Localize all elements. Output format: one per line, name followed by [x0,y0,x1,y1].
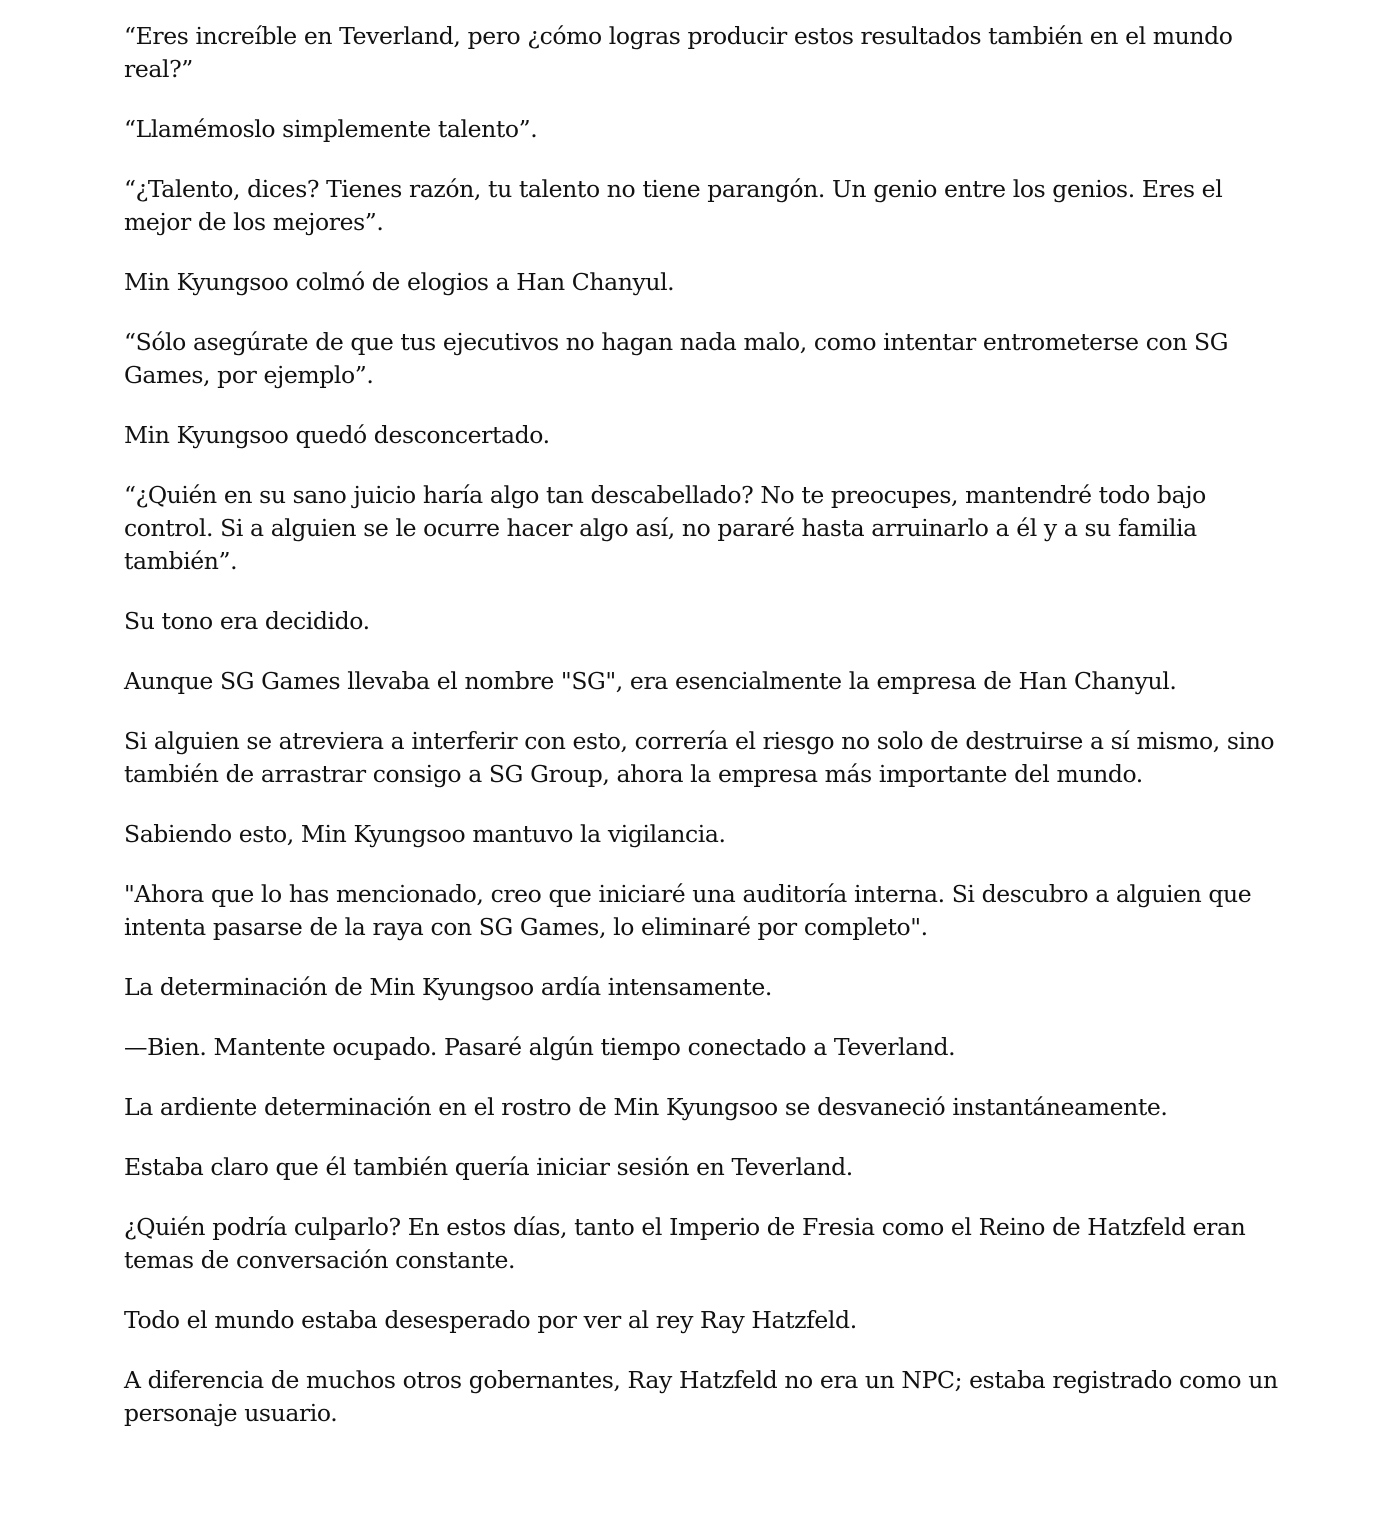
document-body [124,20,1284,1457]
paragraph: —Bien. Mantente ocupado. Pasaré algún tiempo conectado a Teverland. [124,1033,956,1061]
paragraph: Todo el mundo estaba desesperado por ver al rey Ray Hatzfeld. [124,1306,857,1334]
paragraph: Min Kyungsoo quedó desconcertado. [124,421,550,449]
paragraph: ¿Quién podría culparlo? En estos días, tanto el Imperio de Fresia como el Reino de Hatzfeld eran temas de conversación constante. [124,1213,1246,1274]
paragraph: “Llamémoslo simplemente talento”. [124,115,538,143]
paragraph: Aunque SG Games llevaba el nombre "SG", era esencialmente la empresa de Han Chanyul. [124,667,1177,695]
paragraph: “Eres increíble en Teverland, pero ¿cómo logras producir estos resultados también en el mundo real?” [124,22,1233,83]
paragraph: "Ahora que lo has mencionado, creo que iniciaré una auditoría interna. Si descubro a alguien que intenta pasarse de la raya con SG Games, lo eliminaré por completo". [124,880,1252,941]
paragraph: “Sólo asegúrate de que tus ejecutivos no hagan nada malo, como intentar entrometerse con SG Games, por ejemplo”. [124,328,1229,389]
paragraph: “¿Talento, dices? Tienes razón, tu talento no tiene parangón. Un genio entre los genios. Eres el mejor de los mejores”. [124,175,1223,236]
paragraph: A diferencia de muchos otros gobernantes, Ray Hatzfeld no era un NPC; estaba registrado como un personaje usuario. [124,1366,1278,1427]
paragraph: Sabiendo esto, Min Kyungsoo mantuvo la vigilancia. [124,820,726,848]
paragraph: “¿Quién en su sano juicio haría algo tan descabellado? No te preocupes, mantendré todo bajo control. Si a alguien se le ocurre hacer algo así, no pararé hasta arruinarlo a él y a su familia también”. [124,481,1206,575]
paragraph: Si alguien se atreviera a interferir con esto, correría el riesgo no solo de destruirse a sí mismo, sino también de arrastrar consigo a SG Group, ahora la empresa más importante del mundo. [124,727,1275,788]
paragraph: La determinación de Min Kyungsoo ardía intensamente. [124,973,772,1001]
paragraph: La ardiente determinación en el rostro de Min Kyungsoo se desvaneció instantáneamente. [124,1093,1168,1121]
paragraph: Su tono era decidido. [124,607,370,635]
paragraph: Estaba claro que él también quería iniciar sesión en Teverland. [124,1153,853,1181]
paragraph: Min Kyungsoo colmó de elogios a Han Chanyul. [124,268,675,296]
